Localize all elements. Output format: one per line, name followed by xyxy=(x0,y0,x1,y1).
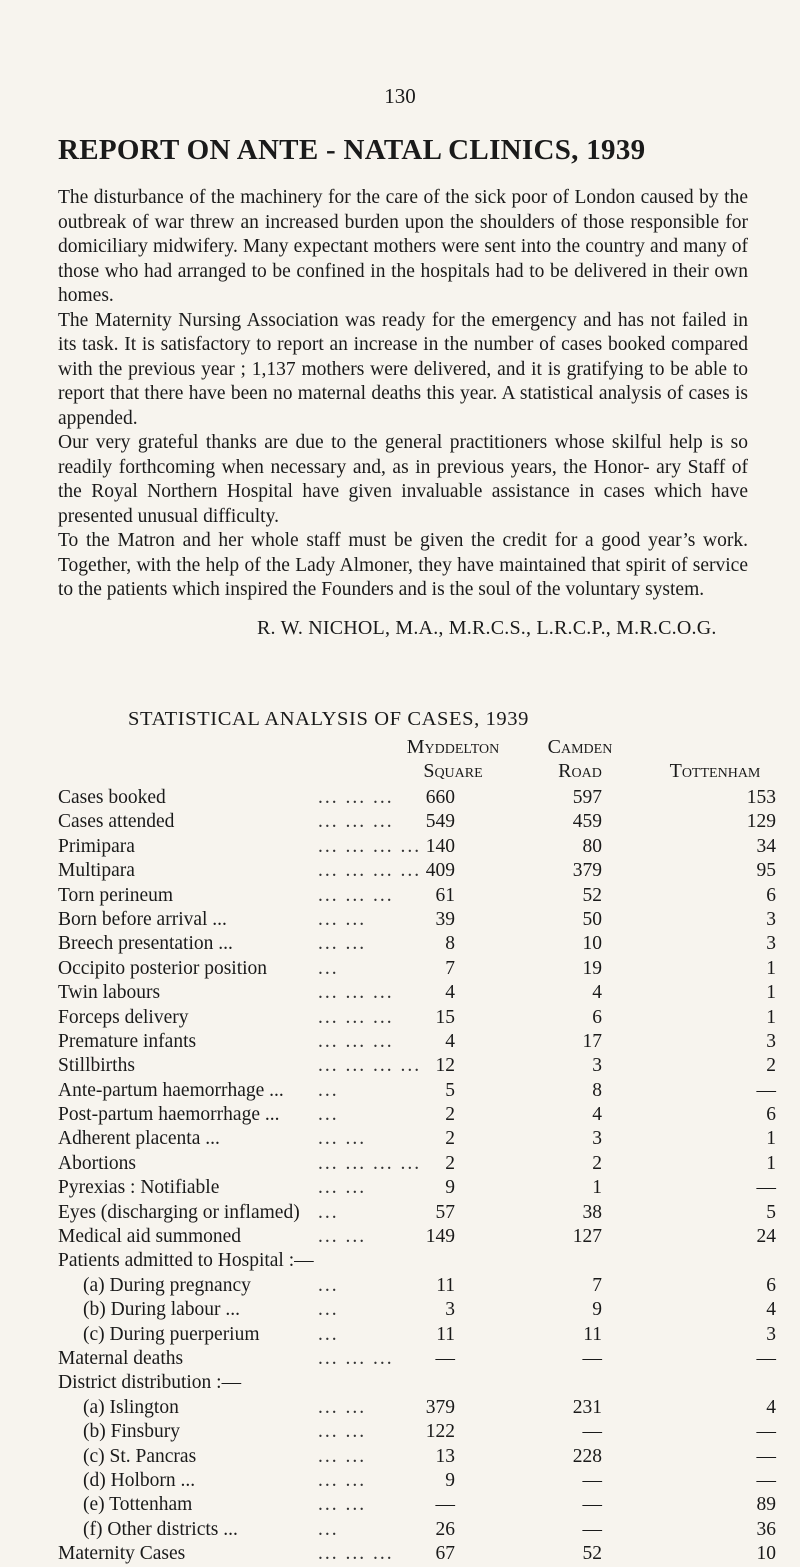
value-myddelton-square: 2 xyxy=(445,1104,455,1126)
table-row xyxy=(58,859,776,883)
value-tottenham: — xyxy=(756,1177,776,1199)
value-tottenham: 3 xyxy=(766,908,776,930)
leader-dots: ... ... ... xyxy=(318,884,394,906)
table-row xyxy=(58,1030,776,1054)
value-tottenham: — xyxy=(756,1347,776,1369)
leader-dots: ... ... xyxy=(318,1494,367,1516)
leader-dots: ... ... xyxy=(318,1445,367,1467)
value-camden-road: 3 xyxy=(592,1128,602,1150)
table-row xyxy=(58,957,776,981)
table-row xyxy=(58,1249,758,1273)
value-tottenham: 129 xyxy=(746,811,776,833)
row-label: (b) Finsbury xyxy=(83,1421,180,1443)
column-header-line: Tottenham xyxy=(669,760,761,782)
value-myddelton-square: 379 xyxy=(425,1396,455,1418)
table-row xyxy=(58,835,776,859)
value-tottenham: 3 xyxy=(766,1323,776,1345)
leader-dots: ... ... xyxy=(318,933,367,955)
row-label: (c) During puerperium xyxy=(83,1323,260,1345)
value-camden-road: 231 xyxy=(572,1396,602,1418)
value-tottenham: 4 xyxy=(766,1396,776,1418)
table-row xyxy=(58,1396,776,1420)
value-tottenham: 1 xyxy=(766,1006,776,1028)
report-title: REPORT ON ANTE - NATAL CLINICS, 1939 xyxy=(58,134,646,166)
value-myddelton-square: 409 xyxy=(425,860,455,882)
table-row xyxy=(58,1176,776,1200)
value-myddelton-square: 57 xyxy=(435,1201,455,1223)
row-label: (a) Islington xyxy=(83,1396,179,1418)
leader-dots: ... ... ... ... xyxy=(318,1055,422,1077)
value-camden-road: 52 xyxy=(582,884,602,906)
value-myddelton-square: 660 xyxy=(425,787,455,808)
leader-dots: ... ... xyxy=(318,1128,367,1150)
leader-dots: ... ... ... ... xyxy=(318,860,422,882)
table-row xyxy=(58,786,776,810)
value-tottenham: 6 xyxy=(766,1104,776,1126)
value-camden-road: 127 xyxy=(572,1226,602,1248)
value-tottenham: 6 xyxy=(766,1274,776,1296)
row-label: Born before arrival ... xyxy=(58,908,227,930)
value-camden-road: 80 xyxy=(582,835,602,857)
table-row xyxy=(58,810,776,834)
table-row xyxy=(58,1054,776,1078)
leader-dots: ... ... ... xyxy=(318,787,394,808)
leader-dots: ... xyxy=(318,957,339,979)
value-myddelton-square: 122 xyxy=(425,1421,455,1443)
statistics-table xyxy=(58,786,776,1567)
value-tottenham: 3 xyxy=(766,1030,776,1052)
value-myddelton-square: 15 xyxy=(435,1006,455,1028)
value-camden-road: 8 xyxy=(592,1079,602,1101)
table-row xyxy=(58,1152,776,1176)
value-myddelton-square: 61 xyxy=(435,884,455,906)
row-label: (c) St. Pancras xyxy=(83,1445,197,1467)
value-tottenham: 4 xyxy=(766,1299,776,1321)
row-label: Occipito posterior position xyxy=(58,957,268,979)
value-camden-road: 3 xyxy=(592,1055,602,1077)
value-myddelton-square: 4 xyxy=(445,982,455,1004)
value-camden-road: 597 xyxy=(572,787,602,808)
value-camden-road: 50 xyxy=(582,908,602,930)
table-row xyxy=(58,1201,776,1225)
row-label: (a) During pregnancy xyxy=(83,1274,251,1296)
row-label: Multipara xyxy=(58,860,135,882)
leader-dots: ... ... xyxy=(318,1177,367,1199)
paragraph: The Maternity Nursing Association was ready for the emergency and has not failed in its task. It is satisfactory to report an increase in the number of cases booked compared with the previous year ; 1,137 mothers were delivered, and it is gratifying to be able to report that there have been no maternal deaths this year. A statistical analysis of cases is appended. xyxy=(58,309,748,429)
table-row xyxy=(58,1420,776,1444)
value-myddelton-square: 39 xyxy=(435,908,455,930)
value-camden-road: — xyxy=(582,1347,602,1369)
value-tottenham: 1 xyxy=(766,982,776,1004)
statistics-title: STATISTICAL ANALYSIS OF CASES, 1939 xyxy=(128,708,529,730)
row-label: Twin labours xyxy=(58,982,161,1004)
value-tottenham: 6 xyxy=(766,884,776,906)
leader-dots: ... ... ... xyxy=(318,1347,394,1369)
value-camden-road: — xyxy=(582,1494,602,1516)
leader-dots: ... ... ... ... xyxy=(318,835,422,857)
leader-dots: ... xyxy=(318,1299,339,1321)
report-body xyxy=(58,186,748,603)
value-camden-road: 52 xyxy=(582,1543,602,1565)
value-myddelton-square: — xyxy=(435,1494,455,1516)
table-row xyxy=(58,1493,776,1517)
row-label: Torn perineum xyxy=(58,884,174,906)
leader-dots: ... xyxy=(318,1323,339,1345)
leader-dots: ... ... ... xyxy=(318,982,394,1004)
value-tottenham: — xyxy=(756,1079,776,1101)
table-row xyxy=(58,884,776,908)
leader-dots: ... ... ... xyxy=(318,1543,394,1565)
value-myddelton-square: 26 xyxy=(435,1518,455,1540)
row-label: Premature infants xyxy=(58,1030,197,1052)
table-row xyxy=(58,1323,776,1347)
leader-dots: ... ... xyxy=(318,1226,367,1248)
row-label: District distribution :— xyxy=(58,1372,242,1394)
value-tottenham: 2 xyxy=(766,1055,776,1077)
column-header-camden-road xyxy=(520,735,640,783)
row-label: Post-partum haemorrhage ... xyxy=(58,1104,280,1126)
value-myddelton-square: 8 xyxy=(445,933,455,955)
column-header-line: Square xyxy=(423,760,483,782)
row-label: Medical aid summoned xyxy=(58,1226,242,1248)
value-tottenham: 1 xyxy=(766,1128,776,1150)
table-row xyxy=(58,932,776,956)
leader-dots: ... ... xyxy=(318,1421,367,1443)
value-myddelton-square: 3 xyxy=(445,1299,455,1321)
value-myddelton-square: 140 xyxy=(425,835,455,857)
value-myddelton-square: 13 xyxy=(435,1445,455,1467)
row-label: Pyrexias : Notifiable xyxy=(58,1177,220,1199)
row-label: Forceps delivery xyxy=(58,1006,189,1028)
value-camden-road: — xyxy=(582,1469,602,1491)
value-camden-road: 228 xyxy=(572,1445,602,1467)
row-label: Cases booked xyxy=(58,787,166,808)
row-label: Cases attended xyxy=(58,811,175,833)
row-label: Maternity Cases xyxy=(58,1543,186,1565)
table-row xyxy=(58,1371,758,1395)
table-row xyxy=(58,1469,776,1493)
value-camden-road: 10 xyxy=(582,933,602,955)
value-myddelton-square: 11 xyxy=(436,1274,455,1296)
leader-dots: ... ... xyxy=(318,1396,367,1418)
column-header-line: Camden xyxy=(547,736,613,758)
value-camden-road: 459 xyxy=(572,811,602,833)
value-camden-road: 4 xyxy=(592,1104,602,1126)
paragraph: To the Matron and her whole staff must be given the credit for a good year’s work. Together, with the help of the Lady Almoner, they have maintained that spirit of service to the patients which inspired the Founders and is the soul of the voluntary system. xyxy=(58,530,748,600)
value-camden-road: 9 xyxy=(592,1299,602,1321)
leader-dots: ... ... ... xyxy=(318,811,394,833)
column-header-tottenham xyxy=(635,759,795,783)
value-camden-road: — xyxy=(582,1421,602,1443)
leader-dots: ... ... xyxy=(318,1469,367,1491)
paragraph: Our very grateful thanks are due to the general practitioners whose skilful help is so readily forthcoming when necessary and, as in previous years, the Honor- ary Staff of the Royal Northern Hospital have given invaluable assistance in cases which have presented unusual difficulty. xyxy=(58,432,748,527)
table-row xyxy=(58,1103,776,1127)
value-tottenham: 1 xyxy=(766,1152,776,1174)
value-myddelton-square: 2 xyxy=(445,1152,455,1174)
value-tottenham: — xyxy=(756,1445,776,1467)
leader-dots: ... xyxy=(318,1201,339,1223)
leader-dots: ... xyxy=(318,1104,339,1126)
value-myddelton-square: 9 xyxy=(445,1177,455,1199)
value-camden-road: — xyxy=(582,1518,602,1540)
table-row xyxy=(58,1518,776,1542)
leader-dots: ... ... xyxy=(318,908,367,930)
row-label: Adherent placenta ... xyxy=(58,1128,220,1150)
column-header-line: Myddelton xyxy=(406,736,500,758)
table-row xyxy=(58,1127,776,1151)
row-label: Ante-partum haemorrhage ... xyxy=(58,1079,284,1101)
column-header-myddelton-square xyxy=(373,735,533,783)
row-label: (b) During labour ... xyxy=(83,1299,241,1321)
row-label: Maternal deaths xyxy=(58,1347,184,1369)
value-camden-road: 4 xyxy=(592,982,602,1004)
table-row xyxy=(58,1006,776,1030)
value-camden-road: 379 xyxy=(572,860,602,882)
value-tottenham: 153 xyxy=(746,787,776,808)
row-label: Primipara xyxy=(58,835,135,857)
value-tottenham: 89 xyxy=(756,1494,776,1516)
value-tottenham: 34 xyxy=(756,835,776,857)
table-row xyxy=(58,981,776,1005)
paragraph: The disturbance of the machinery for the care of the sick poor of London caused by the outbreak of war threw an increased burden upon the shoulders of those responsible for domiciliary midwifery. Many expectant mothers were sent into the country and many of those who had arranged to be confined in the hospitals had to be delivered in their own homes. xyxy=(58,187,748,306)
value-myddelton-square: — xyxy=(435,1347,455,1369)
value-myddelton-square: 549 xyxy=(425,811,455,833)
row-label: (e) Tottenham xyxy=(83,1494,193,1516)
value-myddelton-square: 2 xyxy=(445,1128,455,1150)
value-myddelton-square: 11 xyxy=(436,1323,455,1345)
value-myddelton-square: 9 xyxy=(445,1469,455,1491)
value-camden-road: 2 xyxy=(592,1152,602,1174)
value-myddelton-square: 7 xyxy=(445,957,455,979)
value-myddelton-square: 149 xyxy=(425,1226,455,1248)
value-camden-road: 38 xyxy=(582,1201,602,1223)
value-myddelton-square: 12 xyxy=(435,1055,455,1077)
value-tottenham: 95 xyxy=(756,860,776,882)
row-label: (f) Other districts ... xyxy=(83,1518,238,1540)
value-camden-road: 11 xyxy=(583,1323,602,1345)
leader-dots: ... xyxy=(318,1518,339,1540)
leader-dots: ... ... ... xyxy=(318,1030,394,1052)
table-row xyxy=(58,1347,776,1371)
row-label: Stillbirths xyxy=(58,1055,135,1077)
leader-dots: ... ... ... ... xyxy=(318,1152,422,1174)
table-row xyxy=(58,1079,776,1103)
value-camden-road: 6 xyxy=(592,1006,602,1028)
signature: R. W. NICHOL, M.A., M.R.C.S., L.R.C.P., M.R.C.O.G. xyxy=(257,617,717,639)
row-label: (d) Holborn ... xyxy=(83,1469,196,1491)
column-header-line: Road xyxy=(558,760,602,782)
table-row xyxy=(58,908,776,932)
table-row xyxy=(58,1298,776,1322)
value-myddelton-square: 67 xyxy=(435,1543,455,1565)
value-tottenham: 24 xyxy=(756,1226,776,1248)
value-camden-road: 1 xyxy=(592,1177,602,1199)
row-label: Abortions xyxy=(58,1152,136,1174)
leader-dots: ... ... ... xyxy=(318,1006,394,1028)
table-row xyxy=(58,1225,776,1249)
table-row xyxy=(58,1274,776,1298)
value-tottenham: 3 xyxy=(766,933,776,955)
value-tottenham: 1 xyxy=(766,957,776,979)
value-tottenham: — xyxy=(756,1421,776,1443)
row-label: Eyes (discharging or inflamed) xyxy=(58,1201,300,1223)
value-camden-road: 7 xyxy=(592,1274,602,1296)
value-camden-road: 19 xyxy=(582,957,602,979)
value-tottenham: — xyxy=(756,1469,776,1491)
value-myddelton-square: 5 xyxy=(445,1079,455,1101)
table-row xyxy=(58,1542,776,1566)
page-number: 130 xyxy=(384,84,416,108)
value-camden-road: 17 xyxy=(582,1030,602,1052)
value-tottenham: 36 xyxy=(756,1518,776,1540)
value-tottenham: 10 xyxy=(756,1543,776,1565)
leader-dots: ... xyxy=(318,1079,339,1101)
row-label: Patients admitted to Hospital :— xyxy=(58,1250,314,1272)
row-label: Breech presentation ... xyxy=(58,933,233,955)
value-tottenham: 5 xyxy=(766,1201,776,1223)
leader-dots: ... xyxy=(318,1274,339,1296)
value-myddelton-square: 4 xyxy=(445,1030,455,1052)
